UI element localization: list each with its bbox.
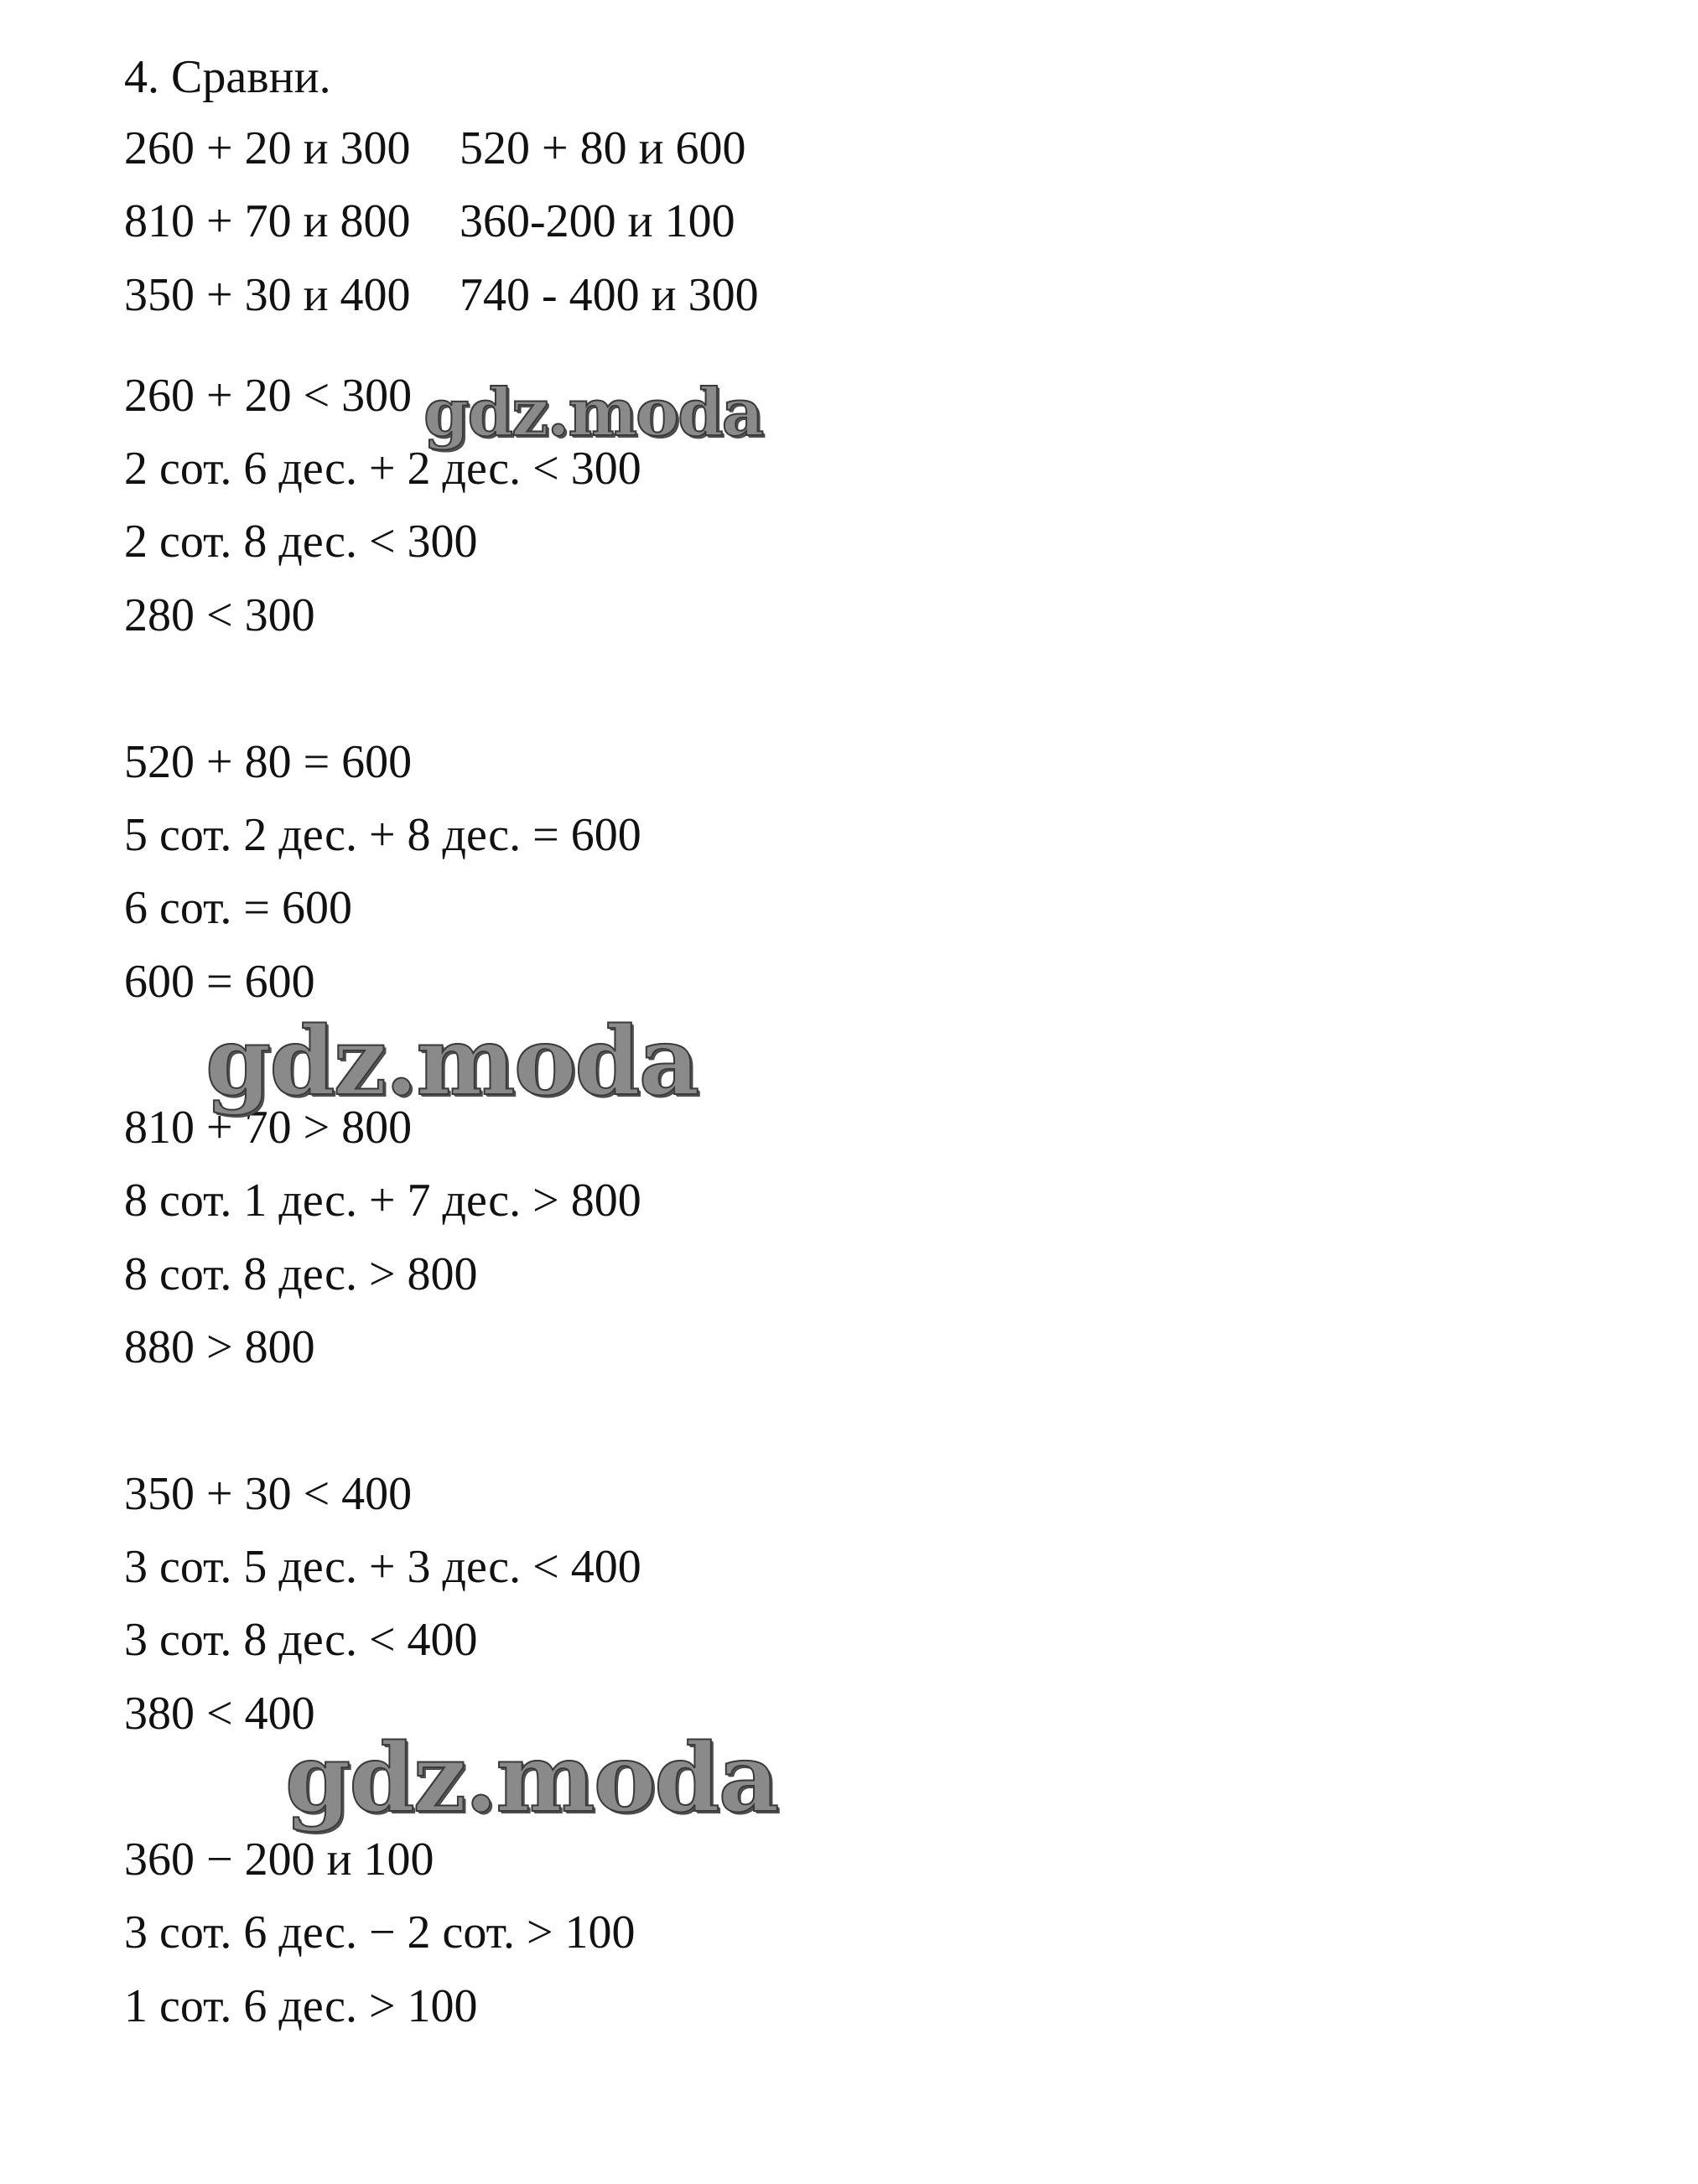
solution-line: 3 сот. 8 дес. < 400 [124,1614,478,1666]
solution-line: 520 + 80 = 600 [124,736,413,788]
watermark-logo: gdz.moda [423,375,763,451]
task-row-3-left: 350 + 30 и 400 [124,269,411,321]
solution-line: 2 сот. 8 дес. < 300 [124,516,478,568]
solution-line: 1 сот. 6 дес. > 100 [124,1980,478,2032]
solution-line: 3 сот. 5 дес. + 3 дес. < 400 [124,1541,641,1593]
solution-line: 380 < 400 [124,1688,315,1740]
solution-line: 8 сот. 8 дес. > 800 [124,1248,478,1300]
solution-line: 600 = 600 [124,956,315,1008]
task-row-2-left: 810 + 70 и 800 [124,195,411,247]
solution-line: 3 сот. 6 дес. − 2 сот. > 100 [124,1906,636,1958]
solution-line: 280 < 300 [124,589,315,641]
watermark-logo: gdz.moda [205,1007,698,1117]
solution-line: 360 − 200 и 100 [124,1834,434,1886]
solution-line: 2 сот. 6 дес. + 2 дес. < 300 [124,443,641,495]
solution-line: 880 > 800 [124,1321,315,1373]
task-row-1-left: 260 + 20 и 300 [124,122,411,174]
task-row-1-right: 520 + 80 и 600 [460,122,746,174]
task-row-2-right: 360-200 и 100 [460,195,735,247]
task-title: 4. Сравни. [124,51,331,103]
solution-line: 8 сот. 1 дес. + 7 дес. > 800 [124,1175,641,1227]
solution-line: 810 + 70 > 800 [124,1102,413,1154]
solution-line: 260 + 20 < 300 [124,370,413,422]
solution-line: 6 сот. = 600 [124,882,352,934]
solution-line: 5 сот. 2 дес. + 8 дес. = 600 [124,809,641,861]
watermark-logo: gdz.moda [285,1724,778,1834]
task-row-3-right: 740 - 400 и 300 [460,269,759,321]
solution-line: 350 + 30 < 400 [124,1468,413,1520]
